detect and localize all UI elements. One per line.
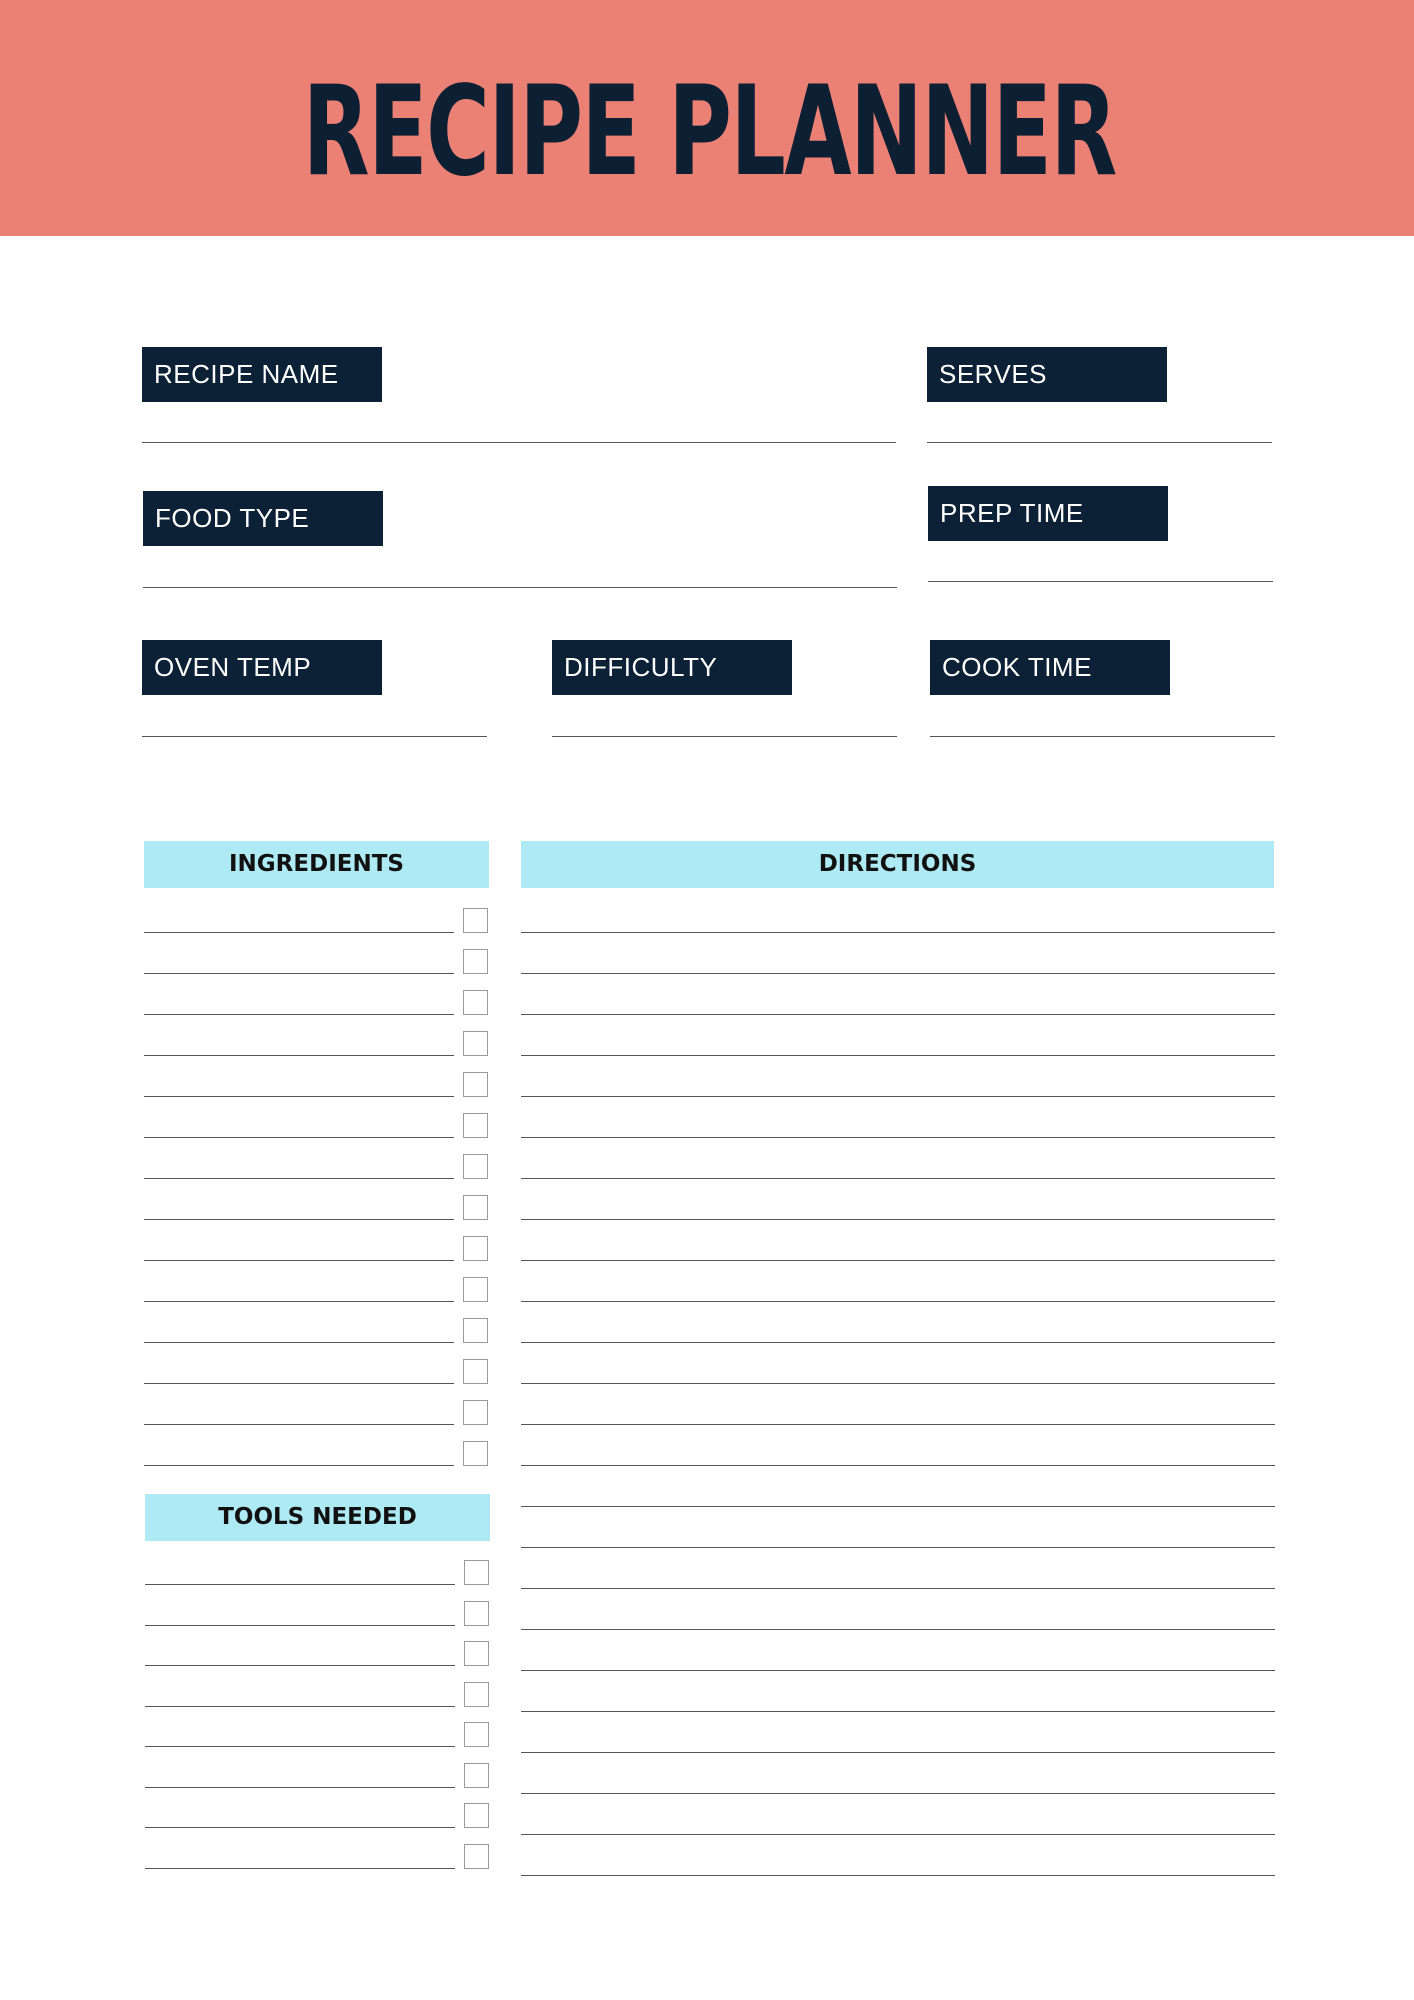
direction-line[interactable] xyxy=(521,1465,1275,1466)
direction-line[interactable] xyxy=(521,1670,1275,1671)
ingredient-checkbox[interactable] xyxy=(463,1318,488,1343)
ingredient-line[interactable] xyxy=(144,1014,454,1015)
ingredient-checkbox[interactable] xyxy=(463,949,488,974)
oven-temp-field[interactable] xyxy=(142,736,487,737)
ingredients-header: INGREDIENTS xyxy=(144,841,489,888)
page-title: RECIPE PLANNER xyxy=(302,60,1116,204)
food-type-label: FOOD TYPE xyxy=(143,491,383,546)
serves-label: SERVES xyxy=(927,347,1167,402)
header-banner xyxy=(0,0,1414,236)
ingredient-line[interactable] xyxy=(144,1342,454,1343)
ingredient-checkbox[interactable] xyxy=(463,1072,488,1097)
ingredient-checkbox[interactable] xyxy=(463,1400,488,1425)
tool-line[interactable] xyxy=(145,1706,455,1707)
serves-field[interactable] xyxy=(927,442,1272,443)
tool-checkbox[interactable] xyxy=(464,1641,489,1666)
direction-line[interactable] xyxy=(521,1834,1275,1835)
tool-line[interactable] xyxy=(145,1665,455,1666)
difficulty-field[interactable] xyxy=(552,736,897,737)
tool-line[interactable] xyxy=(145,1868,455,1869)
directions-header: DIRECTIONS xyxy=(521,841,1274,888)
tool-line[interactable] xyxy=(145,1584,455,1585)
tool-checkbox[interactable] xyxy=(464,1803,489,1828)
ingredient-line[interactable] xyxy=(144,932,454,933)
direction-line[interactable] xyxy=(521,1629,1275,1630)
direction-line[interactable] xyxy=(521,1424,1275,1425)
ingredient-checkbox[interactable] xyxy=(463,1154,488,1179)
tool-line[interactable] xyxy=(145,1827,455,1828)
ingredient-line[interactable] xyxy=(144,1301,454,1302)
direction-line[interactable] xyxy=(521,932,1275,933)
food-type-field[interactable] xyxy=(143,587,897,588)
direction-line[interactable] xyxy=(521,1793,1275,1794)
ingredient-checkbox[interactable] xyxy=(463,908,488,933)
tool-checkbox[interactable] xyxy=(464,1763,489,1788)
direction-line[interactable] xyxy=(521,973,1275,974)
tool-checkbox[interactable] xyxy=(464,1601,489,1626)
difficulty-label: DIFFICULTY xyxy=(552,640,792,695)
ingredient-checkbox[interactable] xyxy=(463,1236,488,1261)
tool-checkbox[interactable] xyxy=(464,1844,489,1869)
ingredient-checkbox[interactable] xyxy=(463,1441,488,1466)
prep-time-label: PREP TIME xyxy=(928,486,1168,541)
ingredient-checkbox[interactable] xyxy=(463,990,488,1015)
direction-line[interactable] xyxy=(521,1711,1275,1712)
direction-line[interactable] xyxy=(521,1301,1275,1302)
ingredient-checkbox[interactable] xyxy=(463,1359,488,1384)
ingredient-checkbox[interactable] xyxy=(463,1195,488,1220)
ingredient-line[interactable] xyxy=(144,1465,454,1466)
ingredient-line[interactable] xyxy=(144,1383,454,1384)
ingredient-checkbox[interactable] xyxy=(463,1113,488,1138)
direction-line[interactable] xyxy=(521,1752,1275,1753)
direction-line[interactable] xyxy=(521,1506,1275,1507)
tool-line[interactable] xyxy=(145,1787,455,1788)
prep-time-field[interactable] xyxy=(928,581,1273,582)
direction-line[interactable] xyxy=(521,1014,1275,1015)
direction-line[interactable] xyxy=(521,1547,1275,1548)
tool-checkbox[interactable] xyxy=(464,1560,489,1585)
direction-line[interactable] xyxy=(521,1178,1275,1179)
cook-time-field[interactable] xyxy=(930,736,1275,737)
direction-line[interactable] xyxy=(521,1383,1275,1384)
direction-line[interactable] xyxy=(521,1260,1275,1261)
tool-checkbox[interactable] xyxy=(464,1682,489,1707)
ingredient-line[interactable] xyxy=(144,973,454,974)
ingredient-line[interactable] xyxy=(144,1096,454,1097)
tool-line[interactable] xyxy=(145,1746,455,1747)
ingredient-checkbox[interactable] xyxy=(463,1277,488,1302)
ingredient-line[interactable] xyxy=(144,1055,454,1056)
ingredient-checkbox[interactable] xyxy=(463,1031,488,1056)
ingredient-line[interactable] xyxy=(144,1424,454,1425)
direction-line[interactable] xyxy=(521,1096,1275,1097)
cook-time-label: COOK TIME xyxy=(930,640,1170,695)
ingredient-line[interactable] xyxy=(144,1260,454,1261)
direction-line[interactable] xyxy=(521,1342,1275,1343)
oven-temp-label: OVEN TEMP xyxy=(142,640,382,695)
tool-line[interactable] xyxy=(145,1625,455,1626)
ingredient-line[interactable] xyxy=(144,1178,454,1179)
direction-line[interactable] xyxy=(521,1875,1275,1876)
recipe-name-label: RECIPE NAME xyxy=(142,347,382,402)
tool-checkbox[interactable] xyxy=(464,1722,489,1747)
tools-needed-header: TOOLS NEEDED xyxy=(145,1494,490,1541)
ingredient-line[interactable] xyxy=(144,1137,454,1138)
direction-line[interactable] xyxy=(521,1588,1275,1589)
direction-line[interactable] xyxy=(521,1219,1275,1220)
recipe-name-field[interactable] xyxy=(142,442,896,443)
ingredient-line[interactable] xyxy=(144,1219,454,1220)
direction-line[interactable] xyxy=(521,1055,1275,1056)
direction-line[interactable] xyxy=(521,1137,1275,1138)
